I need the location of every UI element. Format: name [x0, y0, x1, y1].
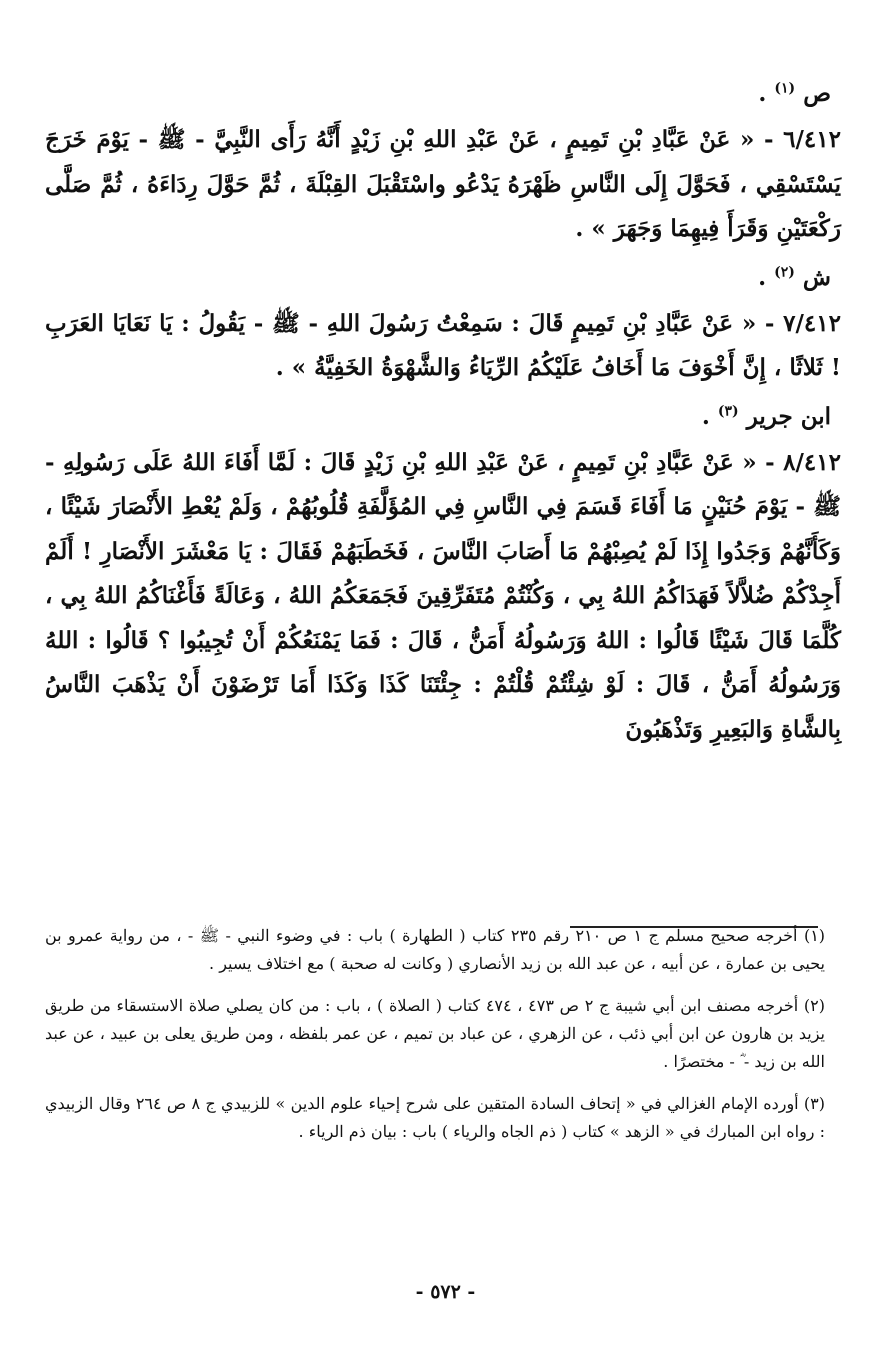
hadith-paragraph: ٨/٤١٢ - « عَنْ عَبَّادِ بْنِ تَمِيمٍ ، عَنْ عَبْدِ اللهِ بْنِ زَيْدٍ قَالَ : لَمَّا أَفَاءَ اللهُ عَلَى رَسُولِهِ - ﷺ - يَوْمَ حُنَيْنٍ مَا أَفَاءَ قَسَمَ فِي النَّاسِ فِي المُؤَلَّفَةِ قُلُوبُهُمْ ، وَلَمْ يُعْطِ الأَنْصَارَ شَيْئًا ، وَكَأَنَّهُمْ وَجَدُوا إِذَا لَمْ يُصِبْهُمْ مَا أَصَابَ النَّاسَ ، فَخَطَبَهُمْ فَقَالَ : يَا مَعْشَرَ الأَنْصَارِ ! أَلَمْ أَجِدْكُمْ ضُلاَّلاً فَهَدَاكُمُ اللهُ بِي ، وَكُنْتُمْ مُتَفَرِّقِينَ فَجَمَعَكُمُ اللهُ ، وَعَالَةً فَأَغْنَاكُمُ اللهُ بِي ، كُلَّمَا قَالَ شَيْئًا قَالُوا : اللهُ وَرَسُولُهُ أَمَنُّ ، قَالَ : فَمَا يَمْنَعُكُمْ أَنْ تُجِيبُوا ؟ قَالُوا : اللهُ وَرَسُولُهُ أَمَنُّ ، قَالَ : لَوْ شِئْتُمْ قُلْتُمْ : جِئْتَنَا كَذَا وَكَذَا أَمَا تَرْضَوْنَ أَنْ يَذْهَبَ النَّاسُ بِالشَّاةِ وَالبَعِيرِ وَتَذْهَبُونَ [45, 448, 841, 743]
footnote-text: أخرجه مصنف ابن أبي شيبة ج ٢ ص ٤٧٣ ، ٤٧٤ كتاب ( الصلاة ) ، باب : من كان يصلي صلاة الاستسقاء من طريق يزيد بن هارون عن ابن أبي ذئب ، عن الزهري ، عن عباد بن تميم ، عن عمر بلفظه ، ومن طريق يعلى بن عبيد ، عن عبد الله بن زيد - ؓ - مختصرًا . [45, 996, 825, 1071]
source-line: ابن جرير $^{(٣)}$ . [701, 402, 831, 430]
footnote [45, 992, 825, 1076]
footnote-ref: (٣) [717, 402, 739, 419]
main-text [45, 70, 841, 756]
hadith-paragraph: ٧/٤١٢ - « عَنْ عَبَّادِ بْنِ تَمِيمٍ قَالَ : سَمِعْتُ رَسُولَ اللهِ - ﷺ - يَقُولُ : يَا نَعَايَا العَرَبِ ! ثَلاثًا ، إِنَّ أَخْوَفَ مَا أَخَافُ عَلَيْكُمُ الرِّيَاءُ وَالشَّهْوَةُ الخَفِيَّةُ » . [45, 309, 841, 381]
hadith-text: « عَنْ عَبَّادِ بْنِ تَمِيمٍ ، عَنْ عَبْدِ اللهِ بْنِ زَيْدٍ أَنَّهُ رَأَى النَّبِيَّ - ﷺ - يَوْمَ خَرَجَ يَسْتَسْقِي ، فَحَوَّلَ إِلَى النَّاسِ ظَهْرَهُ يَدْعُو واسْتَقْبَلَ القِبْلَةَ ، ثُمَّ حَوَّلَ رِدَاءَهُ ، ثُمَّ صَلَّى رَكْعَتَيْنِ وَقَرَأَ فِيهِمَا وَجَهَرَ » . [45, 126, 841, 242]
footnotes [45, 922, 825, 1160]
footnote [45, 922, 825, 978]
hadith-paragraph: ٦/٤١٢ - « عَنْ عَبَّادِ بْنِ تَمِيمٍ ، عَنْ عَبْدِ اللهِ بْنِ زَيْدٍ أَنَّهُ رَأَى النَّبِيَّ - ﷺ - يَوْمَ خَرَجَ يَسْتَسْقِي ، فَحَوَّلَ إِلَى النَّاسِ ظَهْرَهُ يَدْعُو واسْتَقْبَلَ القِبْلَةَ ، ثُمَّ حَوَّلَ رِدَاءَهُ ، ثُمَّ صَلَّى رَكْعَتَيْنِ وَقَرَأَ فِيهِمَا وَجَهَرَ » . [45, 126, 841, 242]
hadith-number: ٨/٤١٢ [783, 448, 841, 476]
hadith-text: « عَنْ عَبَّادِ بْنِ تَمِيمٍ ، عَنْ عَبْدِ اللهِ بْنِ زَيْدٍ قَالَ : لَمَّا أَفَاءَ اللهُ عَلَى رَسُولِهِ - ﷺ - يَوْمَ حُنَيْنٍ مَا أَفَاءَ قَسَمَ فِي النَّاسِ فِي المُؤَلَّفَةِ قُلُوبُهُمْ ، وَلَمْ يُعْطِ الأَنْصَارَ شَيْئًا ، وَكَأَنَّهُمْ وَجَدُوا إِذَا لَمْ يُصِبْهُمْ مَا أَصَابَ النَّاسَ ، فَخَطَبَهُمْ فَقَالَ : يَا مَعْشَرَ الأَنْصَارِ ! أَلَمْ أَجِدْكُمْ ضُلاَّلاً فَهَدَاكُمُ اللهُ بِي ، وَكُنْتُمْ مُتَفَرِّقِينَ فَجَمَعَكُمُ اللهُ ، وَعَالَةً فَأَغْنَاكُمُ اللهُ بِي ، كُلَّمَا قَالَ شَيْئًا قَالُوا : اللهُ وَرَسُولُهُ أَمَنُّ ، قَالَ : فَمَا يَمْنَعُكُمْ أَنْ تُجِيبُوا ؟ قَالُوا : اللهُ وَرَسُولُهُ أَمَنُّ ، قَالَ : لَوْ شِئْتُمْ قُلْتُمْ : جِئْتَنَا كَذَا وَكَذَا أَمَا تَرْضَوْنَ أَنْ يَذْهَبَ النَّاسُ بِالشَّاةِ وَالبَعِيرِ وَتَذْهَبُونَ [45, 448, 841, 743]
footnote-text: أخرجه صحيح مسلم ج ١ ص ٢١٠ رقم ٢٣٥ كتاب ( الطهارة ) باب : في وضوء النبي - ﷺ - ، من رواية عمرو بن يحيى بن عمارة ، عن أبيه ، عن عبد الله بن زيد الأنصاري ( وكانت له صحبة ) مع اختلاف يسير . [45, 926, 825, 973]
footnote-number: (٣) [803, 1094, 826, 1113]
page-number: - ٥٧٢ - [415, 1281, 476, 1303]
hadith-number: ٧/٤١٢ [783, 309, 841, 337]
footnote-ref: (١) [774, 80, 796, 97]
footnote-number: (١) [803, 926, 826, 945]
footnote [45, 1090, 825, 1146]
source-line: ش $^{(٢)}$ . [758, 263, 831, 291]
footnote-number: (٢) [803, 996, 825, 1015]
footnote-ref: (٢) [774, 263, 795, 280]
footnote-text: أورده الإمام الغزالي في « إتحاف السادة المتقين على شرح إحياء علوم الدين » للزبيدي ج ٨ ص ٢٦٤ وقال الزبيدي : رواه ابن المبارك في « الزهد » كتاب ( ذم الجاه والرياء ) باب : بيان ذم الرياء . [45, 1094, 825, 1141]
hadith-text: « عَنْ عَبَّادِ بْنِ تَمِيمٍ قَالَ : سَمِعْتُ رَسُولَ اللهِ - ﷺ - يَقُولُ : يَا نَعَايَا العَرَبِ ! ثَلاثًا ، إِنَّ أَخْوَفَ مَا أَخَافُ عَلَيْكُمُ الرِّيَاءُ وَالشَّهْوَةُ الخَفِيَّةُ » . [45, 309, 841, 381]
source-line: ص $^{(١)}$ . [758, 80, 831, 107]
hadith-number: ٦/٤١٢ [783, 126, 841, 153]
